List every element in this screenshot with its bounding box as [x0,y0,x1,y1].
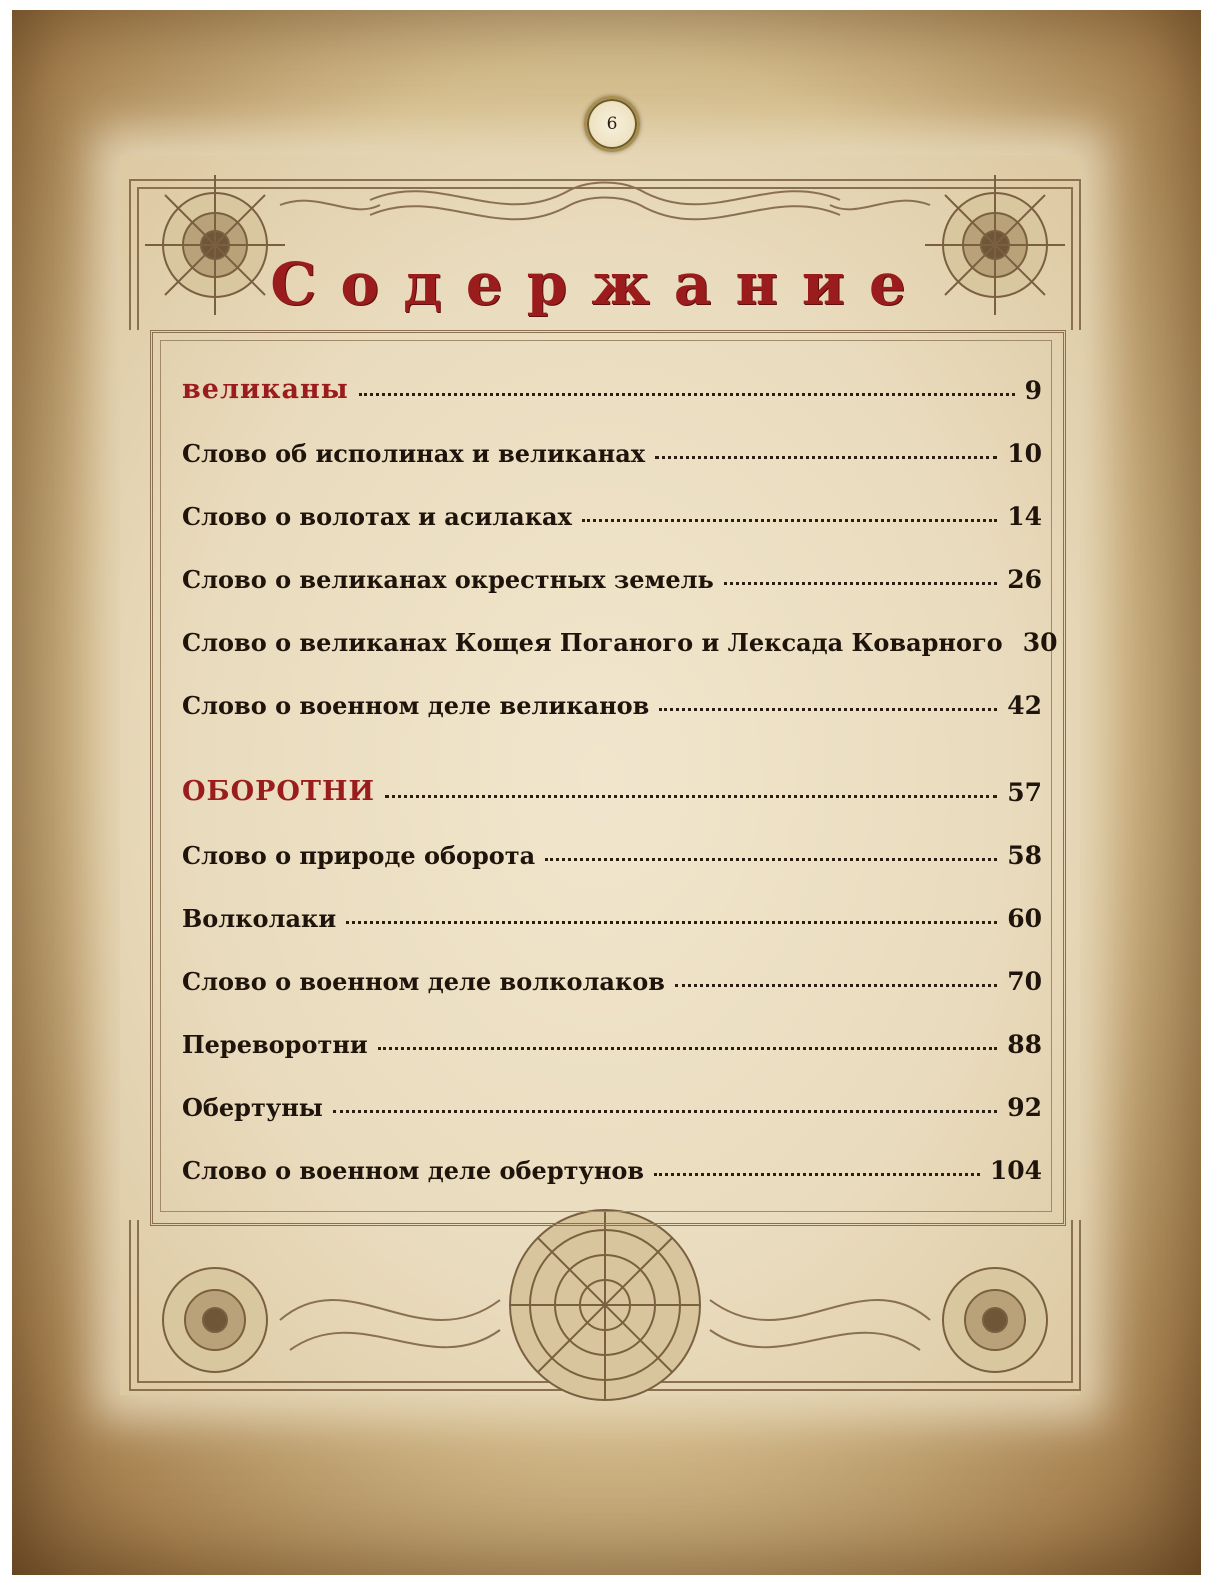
toc-entry-label: великаны [182,374,349,405]
dot-leader [545,858,997,861]
toc-entry[interactable] [182,1145,1042,1185]
dot-leader [655,456,997,459]
dot-leader [359,393,1015,396]
bottom-right-medallion-icon [943,1268,1047,1372]
toc-entry[interactable] [182,893,1042,933]
toc-entry-page: 26 [1007,565,1042,594]
toc-entry-page: 10 [1007,439,1042,468]
toc-entry-label: ОБОРОТНИ [182,776,376,807]
toc-entry-page: 42 [1007,691,1042,720]
toc-entry-page: 70 [1007,967,1042,996]
toc-entry-label: Слово о военном деле великанов [182,691,650,720]
toc-entry[interactable] [182,830,1042,870]
toc-entry-label: Слово о великанах окрестных земель [182,565,714,594]
toc-entry-page: 88 [1007,1030,1042,1059]
toc-section-giants[interactable] [182,365,1042,405]
toc-entry-page: 60 [1007,904,1042,933]
toc-entry-label: Обертуны [182,1093,323,1122]
toc-entry[interactable] [182,491,1042,531]
toc-entry[interactable] [182,554,1042,594]
toc-entry-label: Слово об исполинах и великанах [182,439,646,468]
page-number-badge [584,96,640,152]
dot-leader [724,582,997,585]
toc-entry-page: 14 [1007,502,1042,531]
dot-leader [654,1173,980,1176]
toc-entry-label: Слово о великанах Кощея Поганого и Лексада Коварного [182,628,1003,657]
dot-leader [333,1110,997,1113]
dot-leader [385,795,997,798]
toc-section-werewolves[interactable] [182,767,1042,807]
toc-entry-label: Волколаки [182,904,337,933]
toc-entry[interactable] [182,956,1042,996]
page-title: Содержание [270,250,930,318]
toc-entry[interactable] [182,1082,1042,1122]
toc-entry-page: 58 [1007,841,1042,870]
dot-leader [582,519,997,522]
toc-entry-page: 104 [989,1156,1042,1185]
toc-entry-label: Слово о природе оборота [182,841,536,870]
toc-entry[interactable] [182,428,1042,468]
page-number: 6 [606,114,618,134]
toc-entry-page: 92 [1007,1093,1042,1122]
toc-entry-label: Слово о военном деле волколаков [182,967,665,996]
dot-leader [346,921,997,924]
toc-entry[interactable] [182,1019,1042,1059]
toc-entry-page: 30 [1022,628,1058,657]
center-knot-medallion-icon [510,1210,700,1400]
toc-entry-label: Переворотни [182,1030,368,1059]
dot-leader [659,708,997,711]
toc-entry[interactable] [182,680,1042,720]
toc-entry-page: 9 [1024,376,1042,405]
bottom-left-medallion-icon [163,1268,267,1372]
bottom-ornament-border [120,1200,1090,1410]
toc-entry-label: Слово о военном деле обертунов [182,1156,645,1185]
toc-entry-label: Слово о волотах и асилаках [182,502,572,531]
dot-leader [378,1047,998,1050]
toc-entry-page: 57 [1007,778,1042,807]
toc-entry[interactable] [182,617,1058,657]
dot-leader [675,984,997,987]
